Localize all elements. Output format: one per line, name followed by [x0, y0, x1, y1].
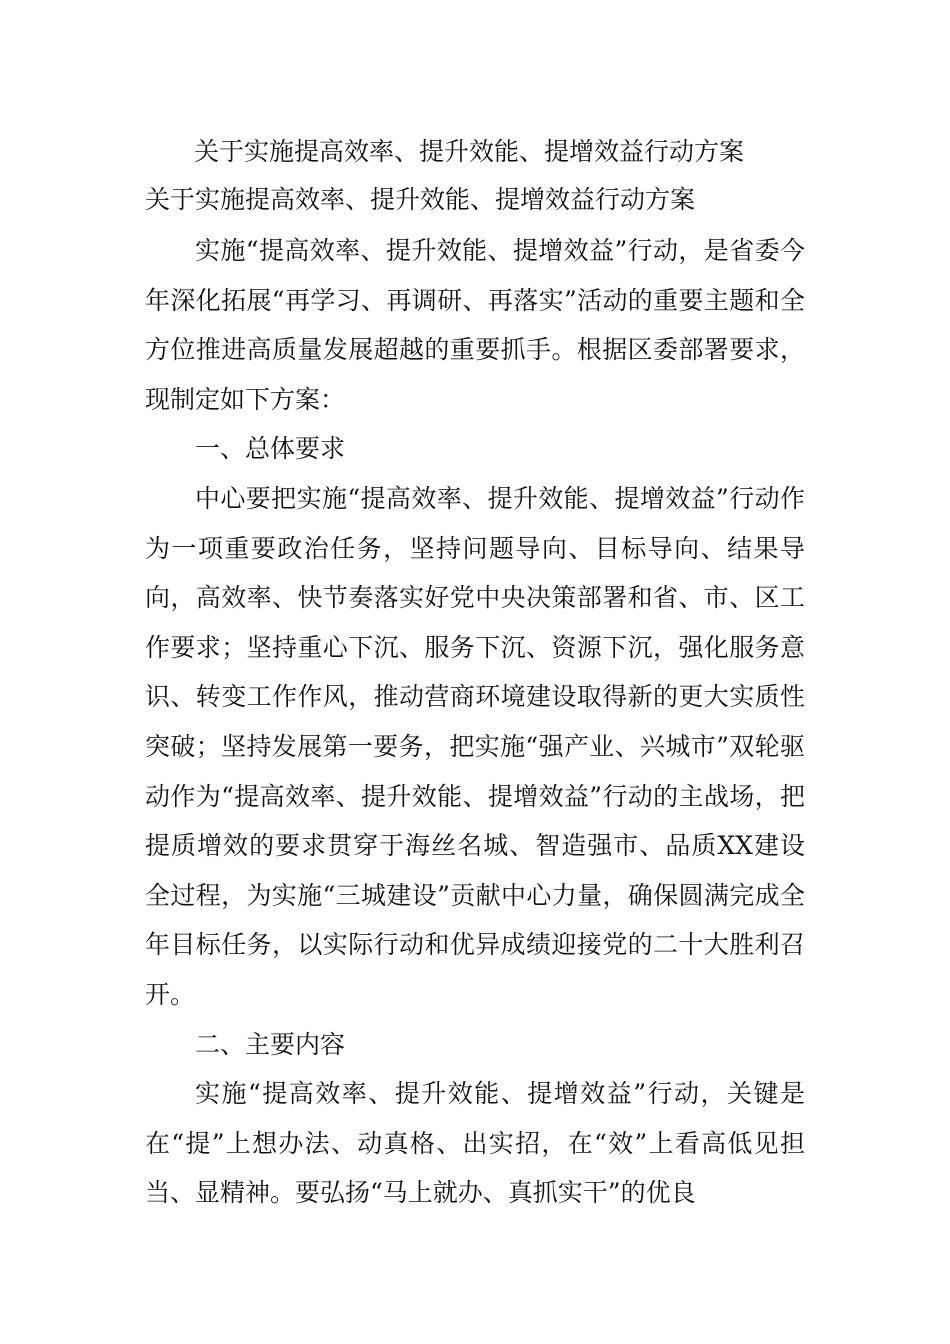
- section-paragraph-overall-requirements: 中心要把实施“提高效率、提升效能、提增效益”行动作为一项重要政治任务，坚持问题导向、目标导向、结果导向，高效率、快节奏落实好党中央决策部署和省、市、区工作要求；坚持重心下沉、服务下沉、资源下沉，强化服务意识、转变工作作风，推动营商环境建设取得新的更大实质性突破；坚持发展第一要务，把实施“强产业、兴城市”双轮驱动作为“提高效率、提升效能、提增效益”行动的主战场，把提质增效的要求贯穿于海丝名城、智造强市、品质XX建设全过程，为实施“三城建设”贡献中心力量，确保圆满完成全年目标任务，以实际行动和优异成绩迎接党的二十大胜利召开。: [145, 483, 805, 1009]
- section-heading-main-content: 二、主要内容: [195, 1029, 346, 1059]
- section-paragraph-main-content: 实施“提高效率、提升效能、提增效益”行动，关键是在“提”上想办法、动真格、出实招，在“效”上看高低见担当、显精神。要弘扬“马上就办、真抓实干”的优良: [145, 1079, 805, 1208]
- section-heading-overall-requirements: 一、总体要求: [195, 434, 346, 464]
- document-subtitle: 关于实施提高效率、提升效能、提增效益行动方案: [145, 185, 696, 214]
- document-body: [145, 128, 805, 1218]
- document-title: 关于实施提高效率、提升效能、提增效益行动方案: [194, 137, 745, 166]
- intro-paragraph: 实施“提高效率、提升效能、提增效益”行动，是省委今年深化拓展“再学习、再调研、再落实”活动的重要主题和全方位推进高质量发展超越的重要抓手。根据区委部署要求，现制定如下方案：: [145, 236, 805, 414]
